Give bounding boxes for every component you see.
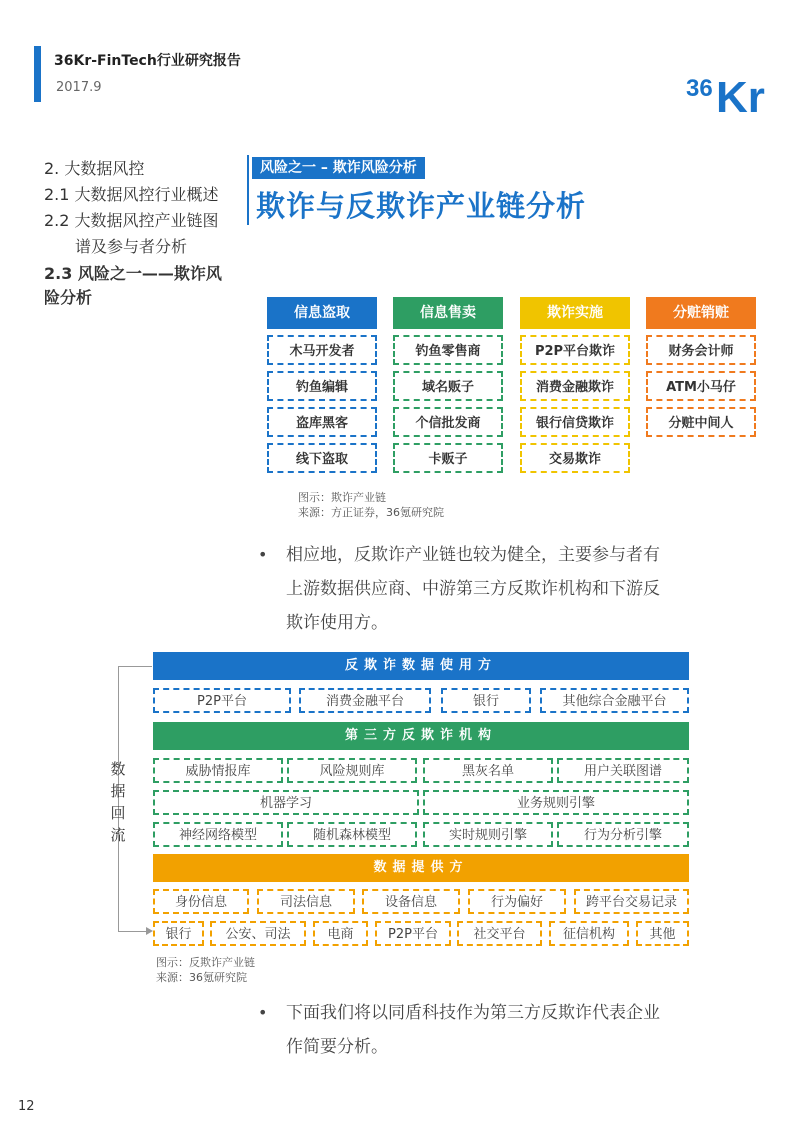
chain-column-item: 财务会计师 [646, 335, 756, 365]
page-number: 12 [18, 1099, 35, 1114]
diagram-cell: 身份信息 [153, 889, 249, 914]
users-band: 反欺诈数据使用方 [153, 652, 689, 680]
diagram-cell: 跨平台交易记录 [574, 889, 689, 914]
caption-source: 来源：36氪研究院 [156, 971, 247, 984]
chain-column-item: 分赃中间人 [646, 407, 756, 437]
diagram-cell: P2P平台 [375, 921, 451, 946]
diagram-cell: 神经网络模型 [153, 822, 283, 847]
chain-column-item: P2P平台欺诈 [520, 335, 630, 365]
bullet-paragraph [258, 538, 718, 640]
diagram-cell: 其他综合金融平台 [540, 688, 689, 713]
diagram-cell: 电商 [313, 921, 368, 946]
chain-column [393, 297, 503, 473]
caption-source: 来源：方正证券，36氪研究院 [298, 506, 444, 519]
chain-column-item: 钓鱼编辑 [267, 371, 377, 401]
diagram-cell: 机器学习 [153, 790, 419, 815]
toc-item[interactable]: 2. 大数据风控 [44, 159, 145, 178]
diagram-cell: 社交平台 [457, 921, 542, 946]
bullet-line: 作简要分析。 [286, 1037, 388, 1057]
diagram-cell: 消费金融平台 [299, 688, 431, 713]
bullet-line: 欺诈使用方。 [286, 613, 388, 633]
bullet-line: 相应地，反欺诈产业链也较为健全，主要参与者有 [286, 545, 660, 565]
section-tag: 风险之一 – 欺诈风险分析 [252, 157, 425, 179]
36kr-logo [686, 66, 772, 120]
svg-text:36: 36 [686, 75, 713, 102]
figure-caption [298, 490, 444, 520]
chain-column-item: 交易欺诈 [520, 443, 630, 473]
diagram-cell: 行为分析引擎 [557, 822, 689, 847]
chain-column-item: 个信批发商 [393, 407, 503, 437]
chain-column-item: 卡贩子 [393, 443, 503, 473]
toc-item[interactable]: 2.1 大数据风控行业概述 [44, 185, 219, 204]
chain-column-item: ATM小马仔 [646, 371, 756, 401]
chain-column-head: 欺诈实施 [520, 297, 630, 329]
chain-column-item: 域名贩子 [393, 371, 503, 401]
diagram-cell: 行为偏好 [468, 889, 566, 914]
toc-item[interactable]: 2.2 大数据风控产业链图 [44, 211, 219, 230]
diagram-cell: 银行 [153, 921, 204, 946]
section-title: 欺诈与反欺诈产业链分析 [256, 189, 587, 223]
diagram-cell: 用户关联图谱 [557, 758, 689, 783]
toc-item-active[interactable] [44, 262, 234, 310]
chain-column-item: 盗库黑客 [267, 407, 377, 437]
diagram-cell: P2P平台 [153, 688, 291, 713]
report-date: 2017.9 [56, 80, 102, 95]
bullet-dot: • [258, 1003, 268, 1022]
svg-text:Kr: Kr [716, 73, 765, 120]
feedback-line-bottom [118, 931, 148, 932]
table-of-contents [44, 156, 234, 310]
chain-column-item: 线下盗取 [267, 443, 377, 473]
toc-item[interactable]: 谱及参与者分析 [75, 237, 188, 256]
diagram-cell: 随机森林模型 [287, 822, 417, 847]
diagram-cell: 风险规则库 [287, 758, 417, 783]
diagram-cell: 业务规则引擎 [423, 790, 689, 815]
diagram-cell: 公安、司法 [210, 921, 306, 946]
chain-column-item: 钓鱼零售商 [393, 335, 503, 365]
bullet-paragraph [258, 996, 718, 1064]
chain-column-item: 消费金融欺诈 [520, 371, 630, 401]
third-party-band: 第三方反欺诈机构 [153, 722, 689, 750]
data-feedback-label [108, 758, 128, 846]
chain-column [520, 297, 630, 473]
bullet-line: 上游数据供应商、中游第三方反欺诈机构和下游反 [286, 579, 660, 599]
diagram-cell: 其他 [636, 921, 689, 946]
diagram-cell: 银行 [441, 688, 531, 713]
toc-active-line2: 险分析 [44, 288, 93, 307]
data-provider-band: 数据提供方 [153, 854, 689, 882]
bullet-dot: • [258, 545, 268, 564]
chain-column-item: 木马开发者 [267, 335, 377, 365]
diagram-cell: 司法信息 [257, 889, 355, 914]
section-divider [247, 155, 249, 225]
arrow-right-icon [146, 927, 153, 935]
data-feedback-text: 数据回流 [110, 760, 126, 844]
caption-title: 图示：反欺诈产业链 [156, 956, 255, 969]
chain-column [267, 297, 377, 473]
diagram-cell: 威胁情报库 [153, 758, 283, 783]
feedback-line-top [118, 666, 152, 667]
chain-column-head: 信息盗取 [267, 297, 377, 329]
diagram-cell: 征信机构 [549, 921, 629, 946]
diagram-cell: 黑灰名单 [423, 758, 553, 783]
toc-active-line1: 2.3 风险之一——欺诈风 [44, 264, 222, 283]
bullet-line: 下面我们将以同盾科技作为第三方反欺诈代表企业 [286, 1003, 660, 1023]
chain-column-head: 信息售卖 [393, 297, 503, 329]
diagram-cell: 设备信息 [362, 889, 460, 914]
figure-caption [156, 955, 255, 985]
diagram-cell: 实时规则引擎 [423, 822, 553, 847]
chain-column-item: 银行信贷欺诈 [520, 407, 630, 437]
header-accent-bar [34, 46, 41, 102]
report-title: 36Kr-FinTech行业研究报告 [54, 53, 241, 69]
caption-title: 图示：欺诈产业链 [298, 491, 386, 504]
chain-column-head: 分赃销赃 [646, 297, 756, 329]
chain-column [646, 297, 756, 437]
